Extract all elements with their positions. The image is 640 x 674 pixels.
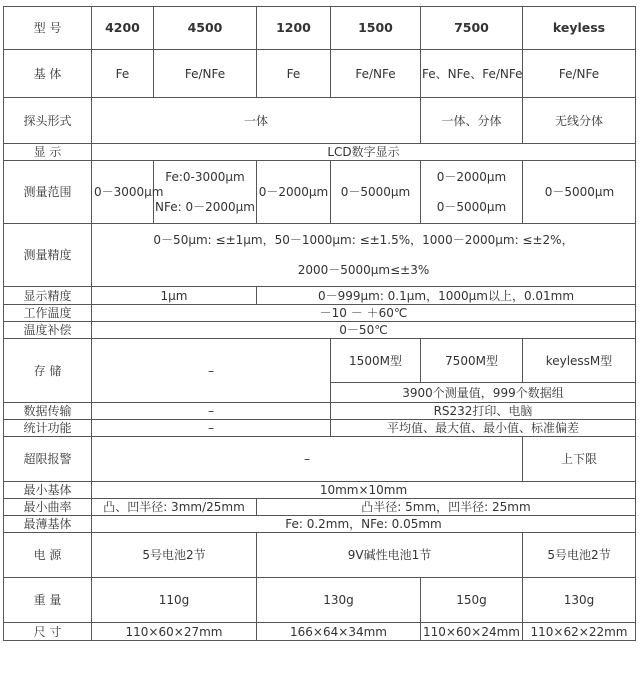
- table-row: [4, 7, 636, 50]
- row-label-range: 测量范围: [4, 161, 92, 224]
- cell-power-9v: 9V碱性电池1节: [257, 533, 523, 578]
- cell-resolution-4200-4500: 1μm: [92, 287, 257, 305]
- cell-resolution-others: 0－999μm: 0.1μm，1000μm以上，0.01mm: [257, 287, 636, 305]
- table-row: [4, 144, 636, 161]
- table-row: [4, 533, 636, 578]
- cell-weight-keyless: 130g: [523, 578, 636, 623]
- spec-table: [3, 6, 636, 641]
- cell-range-4200: 0－3000μm: [92, 161, 154, 224]
- cell-storage-none: –: [92, 339, 331, 403]
- cell-stats: 平均值、最大值、最小值、标准偏差: [331, 420, 636, 437]
- row-label-storage: 存 储: [4, 339, 92, 403]
- row-label-stats: 统计功能: [4, 420, 92, 437]
- cell-temp-comp: 0－50℃: [92, 322, 636, 339]
- model-header-keyless: keyless: [523, 7, 636, 50]
- accuracy-line-1: 0－50μm: ≤±1μm，50－1000μm: ≤±1.5%，1000－2000μm: ≤±2%，: [153, 233, 574, 247]
- row-label-probe: 探头形式: [4, 98, 92, 144]
- spec-table-wrapper: [3, 6, 636, 641]
- cell-storage-shared: 3900个测量值，999个数据组: [331, 383, 636, 403]
- cell-range-keyless: 0－5000μm: [523, 161, 636, 224]
- cell-size-7500: 110×60×24mm: [421, 623, 523, 641]
- cell-substrate-4200: Fe: [92, 50, 154, 98]
- cell-probe-integrated: 一体: [92, 98, 421, 144]
- cell-substrate-keyless: Fe/NFe: [523, 50, 636, 98]
- cell-thinnest: Fe: 0.2mm，NFe: 0.05mm: [92, 516, 636, 533]
- row-label-power: 电 源: [4, 533, 92, 578]
- table-row: [4, 305, 636, 322]
- table-row: [4, 420, 636, 437]
- cell-min-substrate: 10mm×10mm: [92, 482, 636, 499]
- row-label-thinnest: 最薄基体: [4, 516, 92, 533]
- cell-storage-1500: 1500M型: [331, 339, 421, 383]
- cell-size-1200-1500: 166×64×34mm: [257, 623, 421, 641]
- row-label-display: 显 示: [4, 144, 92, 161]
- cell-range-1500: 0－5000μm: [331, 161, 421, 224]
- range-7500-a: 0－2000μm: [436, 170, 507, 184]
- cell-size-4200-4500: 110×60×27mm: [92, 623, 257, 641]
- cell-substrate-1500: Fe/NFe: [331, 50, 421, 98]
- row-label-weight: 重 量: [4, 578, 92, 623]
- row-label-work-temp: 工作温度: [4, 305, 92, 322]
- cell-transfer: RS232打印、电脑: [331, 403, 636, 420]
- cell-weight-7500: 150g: [421, 578, 523, 623]
- cell-range-1200: 0－2000μm: [257, 161, 331, 224]
- cell-range-4500: [154, 161, 257, 224]
- row-label-min-substrate: 最小基体: [4, 482, 92, 499]
- table-row: [4, 499, 636, 516]
- table-row: [4, 516, 636, 533]
- model-header-1200: 1200: [257, 7, 331, 50]
- cell-power-4200-4500: 5号电池2节: [92, 533, 257, 578]
- cell-probe-7500: 一体、分体: [421, 98, 523, 144]
- cell-substrate-1200: Fe: [257, 50, 331, 98]
- model-header-1500: 1500: [331, 7, 421, 50]
- cell-range-7500: [421, 161, 523, 224]
- row-label-substrate: 基 体: [4, 50, 92, 98]
- model-header-4200: 4200: [92, 7, 154, 50]
- cell-display: LCD数字显示: [92, 144, 636, 161]
- table-row: [4, 50, 636, 98]
- row-label-accuracy: 测量精度: [4, 224, 92, 287]
- table-row: [4, 322, 636, 339]
- model-header-7500: 7500: [421, 7, 523, 50]
- cell-substrate-4500: Fe/NFe: [154, 50, 257, 98]
- table-row: [4, 403, 636, 420]
- cell-weight-4200-4500: 110g: [92, 578, 257, 623]
- range-4500-nfe: NFe: 0－2000μm: [155, 200, 255, 214]
- cell-stats-none: –: [92, 420, 331, 437]
- table-row: [4, 161, 636, 224]
- cell-storage-keyless: keylessM型: [523, 339, 636, 383]
- table-row: [4, 287, 636, 305]
- table-row: [4, 482, 636, 499]
- model-header-4500: 4500: [154, 7, 257, 50]
- cell-alarm-none: –: [92, 437, 523, 482]
- table-row: [4, 437, 636, 482]
- cell-size-keyless: 110×62×22mm: [523, 623, 636, 641]
- table-row: [4, 339, 636, 383]
- cell-probe-keyless: 无线分体: [523, 98, 636, 144]
- cell-storage-7500: 7500M型: [421, 339, 523, 383]
- cell-substrate-7500: Fe、NFe、Fe/NFe: [421, 50, 523, 98]
- row-label-alarm: 超限报警: [4, 437, 92, 482]
- table-row: [4, 224, 636, 287]
- row-label-size: 尺 寸: [4, 623, 92, 641]
- cell-alarm-keyless: 上下限: [523, 437, 636, 482]
- cell-transfer-none: –: [92, 403, 331, 420]
- cell-accuracy: [92, 224, 636, 287]
- range-4500-fe: Fe:0-3000μm: [165, 170, 245, 184]
- cell-work-temp: －10 － ＋60℃: [92, 305, 636, 322]
- table-row: [4, 623, 636, 641]
- table-row: [4, 98, 636, 144]
- cell-power-keyless: 5号电池2节: [523, 533, 636, 578]
- accuracy-line-2: 2000－5000μm≤±3%: [297, 263, 430, 277]
- row-label-model: 型 号: [4, 7, 92, 50]
- row-label-min-curvature: 最小曲率: [4, 499, 92, 516]
- table-row: [4, 578, 636, 623]
- cell-curvature-others: 凸半径: 5mm，凹半径: 25mm: [257, 499, 636, 516]
- row-label-transfer: 数据传输: [4, 403, 92, 420]
- row-label-resolution: 显示精度: [4, 287, 92, 305]
- cell-curvature-4200-4500: 凸、凹半径: 3mm/25mm: [92, 499, 257, 516]
- range-7500-b: 0－5000μm: [436, 200, 507, 214]
- row-label-temp-comp: 温度补偿: [4, 322, 92, 339]
- cell-weight-1200-1500: 130g: [257, 578, 421, 623]
